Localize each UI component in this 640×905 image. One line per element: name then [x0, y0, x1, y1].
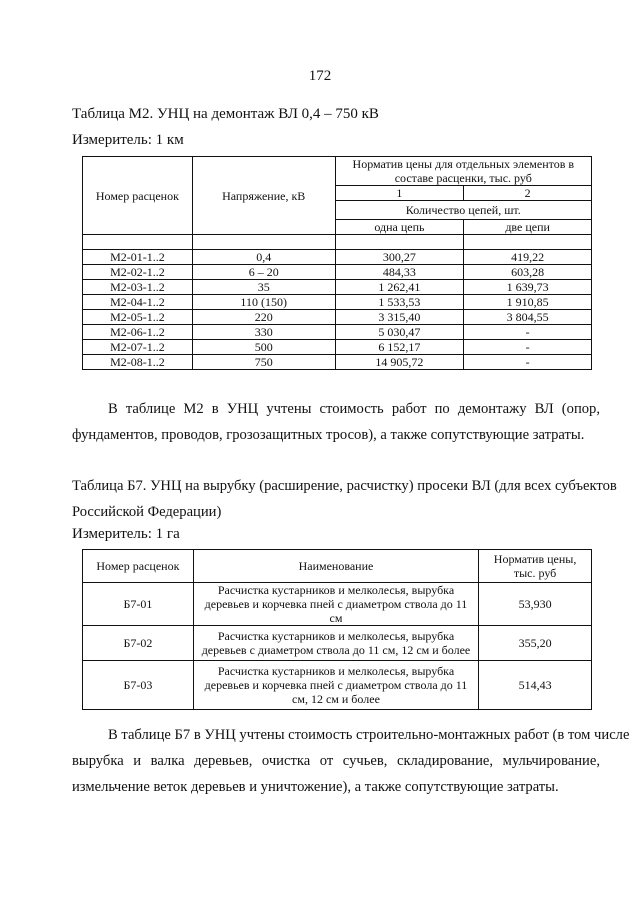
table-b7-unit: Измеритель: 1 га: [72, 526, 180, 542]
cell-code: Б7-01: [83, 583, 194, 626]
header-voltage: Напряжение, кВ: [192, 157, 335, 235]
cell-double: 1 910,85: [464, 295, 592, 310]
cell-single: 1 262,41: [335, 280, 464, 295]
note-line: фундаментов, проводов, грозозащитных тросов), а также сопутствующие затраты.: [72, 427, 585, 443]
table-b7-title: [72, 473, 617, 525]
table-m2-unit: Измеритель: 1 км: [72, 132, 184, 148]
cell-double: -: [464, 355, 592, 370]
cell-code: М2-06-1..2: [83, 325, 193, 340]
note-line: В таблице М2 в УНЦ учтены стоимость работ по демонтажу ВЛ (опор,: [108, 401, 600, 417]
cell-voltage: 500: [192, 340, 335, 355]
header-gap: [464, 235, 592, 250]
header-gap: [335, 235, 464, 250]
table-b7: [82, 549, 592, 710]
cell-code: М2-03-1..2: [83, 280, 193, 295]
cell-code: М2-07-1..2: [83, 340, 193, 355]
table-m2: [82, 156, 592, 370]
cell-double: -: [464, 325, 592, 340]
table-row: [83, 661, 592, 710]
cell-code: М2-01-1..2: [83, 250, 193, 265]
cell-single: 1 533,53: [335, 295, 464, 310]
cell-double: -: [464, 340, 592, 355]
header-circuits: Количество цепей, шт.: [335, 201, 591, 220]
header-name: Наименование: [193, 550, 478, 583]
header-double-circuit: две цепи: [464, 220, 592, 235]
cell-name: Расчистка кустарников и мелколесья, вырубка деревьев и корчевка пней с диаметром ствола до 11 см, 12 см и более: [193, 661, 478, 710]
title-line: Российской Федерации): [72, 504, 222, 520]
table-row: [83, 626, 592, 661]
cell-code: Б7-03: [83, 661, 194, 710]
cell-name: Расчистка кустарников и мелколесья, вырубка деревьев и корчевка пней с диаметром ствола до 11 см: [193, 583, 478, 626]
cell-code: М2-04-1..2: [83, 295, 193, 310]
header-code: Номер расценок: [83, 157, 193, 235]
note-line: В таблице Б7 в УНЦ учтены стоимость строительно-монтажных работ (в том числе: [108, 727, 630, 743]
cell-voltage: 110 (150): [192, 295, 335, 310]
table-row: [83, 295, 592, 310]
cell-double: 603,28: [464, 265, 592, 280]
page-number: 172: [308, 68, 332, 84]
cell-code: М2-02-1..2: [83, 265, 193, 280]
table-row: [83, 310, 592, 325]
table-m2-title: Таблица М2. УНЦ на демонтаж ВЛ 0,4 – 750 кВ: [72, 106, 379, 122]
title-line: Таблица Б7. УНЦ на вырубку (расширение, расчистку) просеки ВЛ (для всех субъектов: [72, 478, 617, 494]
cell-price: 53,930: [479, 583, 592, 626]
cell-single: 14 905,72: [335, 355, 464, 370]
cell-single: 6 152,17: [335, 340, 464, 355]
cell-code: Б7-02: [83, 626, 194, 661]
note-line: вырубка и валка деревьев, очистка от сучьев, складирование, мульчирование,: [72, 753, 600, 769]
cell-price: 514,43: [479, 661, 592, 710]
header-price: Норматив цены, тыс. руб: [479, 550, 592, 583]
header-col-2: 2: [464, 186, 592, 201]
note-line: измельчение веток деревьев и уничтожение), а также сопутствующие затраты.: [72, 779, 559, 795]
cell-double: 1 639,73: [464, 280, 592, 295]
cell-voltage: 220: [192, 310, 335, 325]
cell-voltage: 330: [192, 325, 335, 340]
table-row: [83, 340, 592, 355]
cell-voltage: 6 – 20: [192, 265, 335, 280]
cell-code: М2-05-1..2: [83, 310, 193, 325]
table-row: [83, 355, 592, 370]
cell-double: 3 804,55: [464, 310, 592, 325]
cell-voltage: 750: [192, 355, 335, 370]
cell-single: 484,33: [335, 265, 464, 280]
table-row: [83, 265, 592, 280]
header-gap: [192, 235, 335, 250]
header-single-circuit: одна цепь: [335, 220, 464, 235]
cell-code: М2-08-1..2: [83, 355, 193, 370]
table-m2-note: [72, 396, 600, 448]
header-gap: [83, 235, 193, 250]
table-row: [83, 280, 592, 295]
cell-voltage: 0,4: [192, 250, 335, 265]
header-price-group: Норматив цены для отдельных элементов в составе расценки, тыс. руб: [335, 157, 591, 186]
table-row: [83, 325, 592, 340]
cell-single: 3 315,40: [335, 310, 464, 325]
table-row: [83, 250, 592, 265]
header-code: Номер расценок: [83, 550, 194, 583]
cell-voltage: 35: [192, 280, 335, 295]
table-b7-note: [72, 722, 630, 800]
cell-price: 355,20: [479, 626, 592, 661]
cell-single: 5 030,47: [335, 325, 464, 340]
cell-name: Расчистка кустарников и мелколесья, вырубка деревьев с диаметром ствола до 11 см, 12 см и более: [193, 626, 478, 661]
table-row: [83, 583, 592, 626]
cell-double: 419,22: [464, 250, 592, 265]
header-col-1: 1: [335, 186, 464, 201]
cell-single: 300,27: [335, 250, 464, 265]
